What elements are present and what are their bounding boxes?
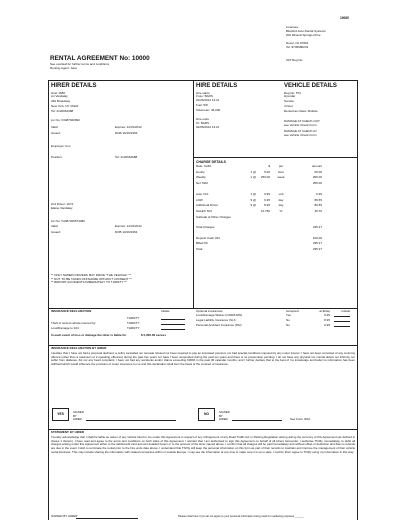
- hirer-issued: Issued:: [51, 130, 61, 135]
- optional-day: 9.95: [324, 312, 330, 317]
- hirer-license: Lic No: V3487920992: [51, 118, 80, 123]
- hire-to-date: 02/06/2012 13:21: [196, 124, 220, 129]
- optional-insurances: [196, 310, 356, 329]
- hirer-heading: HIRER DETAILS: [51, 83, 97, 89]
- optional-label: Loss/Damage Waiver (CDW/LDW): [196, 312, 243, 317]
- second-driver-dob: DOB 10/19/1963: [115, 230, 138, 234]
- optional-label: Legal Liability Insurance (SLI): [196, 317, 236, 322]
- charge-rate: 0.99: [264, 192, 270, 197]
- licensee-address: 200 Mineral Springs Drive: [286, 32, 321, 37]
- excess-amount: $ 5,000.00 excess: [141, 332, 167, 337]
- charge-qty: 9 @: [250, 203, 256, 208]
- charge-amount: 89.55: [314, 197, 322, 202]
- charge-deposit-label: Deposit Cash 324: [196, 235, 220, 240]
- notice-line: ** REPORT ACCIDENTS IMMEDIATELY TO THRIFTY **: [51, 280, 127, 285]
- hirer-address1: 329 Broadway: [51, 99, 71, 103]
- insurance-heading: INSURANCE DECLARATION: [51, 309, 92, 313]
- charge-label: Additional Driver: [196, 203, 219, 208]
- insurance-row-value: THRIFTY: [127, 325, 140, 330]
- declaration-yes-signed: SIGNED BY HIRER: [73, 410, 84, 422]
- charge-rows: [196, 170, 356, 220]
- optional-initials-field[interactable]: [334, 319, 350, 323]
- charge-per: hour: [277, 169, 284, 174]
- optional-rows: [196, 314, 356, 329]
- declaration-yes-signature-line[interactable]: [86, 420, 176, 421]
- charge-heading: CHARGE DETAILS: [196, 160, 226, 164]
- licensee-block: [286, 26, 326, 63]
- charge-qty: 1 @: [250, 192, 256, 197]
- hirer-address2: New York, NY 10101: [51, 103, 79, 108]
- damage-checkout: DAMAGE AT CHECK-OUT: [284, 119, 320, 124]
- insurance-row: [51, 327, 191, 332]
- charge-divider: [193, 157, 358, 158]
- second-driver-valid: Valid:: [51, 224, 59, 229]
- hire-ends: Hire ends: [196, 117, 209, 122]
- optional-col-initials: Initials: [341, 309, 350, 313]
- insurance-row-value: THRIFTY: [127, 320, 140, 325]
- declaration-no-signature-line[interactable]: [232, 420, 282, 421]
- charge-total-label: Total Charges: [196, 225, 215, 230]
- charge-rate: 12.750: [260, 208, 270, 213]
- charge-billed-label: Billed 06: [196, 241, 208, 246]
- hirer-position: Position:: [51, 155, 63, 160]
- vehicle-model: Sonata: [284, 99, 294, 103]
- marketing-note: Please initial here if you do not agree to your personal information being used for marketing purposes ______: [178, 515, 304, 518]
- insurance-rows: [51, 317, 191, 332]
- insurance-row-label: Theft of rented vehicle insured by:: [51, 320, 97, 325]
- hirer-dob: DOB 10/19/1963: [115, 130, 138, 135]
- charge-amount: 49.76: [314, 208, 322, 213]
- statement-heading: STATEMENT BY HIRER: [51, 430, 85, 434]
- charge-amount: 80.55: [314, 203, 322, 208]
- optional-initials-field[interactable]: [334, 324, 350, 328]
- hirer-declaration-heading: INSURANCE DECLARATION BY HIRER: [51, 346, 107, 350]
- charge-label: Hourly: [196, 169, 205, 174]
- charge-per: day: [278, 197, 284, 202]
- optional-initials-field[interactable]: [334, 314, 350, 318]
- licensee-name: Bluebird Auto Rental Systems: [286, 28, 326, 33]
- charge-grand-row: [196, 247, 356, 253]
- damage-checkin-note: see Vehicle Check Form: [284, 132, 317, 137]
- charge-label: Subtotal of Other Charges: [196, 214, 231, 219]
- insurance-initials-label: Initials: [161, 309, 170, 313]
- charge-deposit-amount: 100.00: [312, 235, 322, 240]
- charge-label: Weekly: [196, 175, 206, 180]
- charge-per: week: [277, 175, 285, 180]
- renting-agent: Renting Agent: Jane: [50, 66, 78, 70]
- damage-checkout-note: see Vehicle Check Form: [284, 123, 317, 127]
- see-form: See Form IF02: [290, 417, 311, 421]
- page-number: 10060: [340, 16, 349, 20]
- statement-signature-line[interactable]: [76, 518, 138, 519]
- second-driver-expires: Expires: 12/31/2012: [115, 224, 142, 229]
- hire-starts: Hire starts: [196, 90, 210, 95]
- insurance-initials-field[interactable]: [161, 317, 185, 321]
- charge-per: unit: [278, 192, 284, 197]
- optional-col-day: at $/day: [319, 309, 330, 313]
- insurance-row-label: Loss/Damage to 324: [51, 325, 79, 330]
- hirer-number: Hirer 1680: [51, 90, 66, 95]
- charge-label: LDW: [196, 197, 203, 202]
- vehicle-heading: VEHICLE DETAILS: [284, 83, 337, 89]
- charge-per: %: [279, 208, 283, 213]
- second-driver-license: Lic No: V3487329673486: [51, 218, 85, 223]
- hirer-declaration-text: I declare that: I have not had a proposal declined, a policy cancelled nor renewal refused nor been required to pay an increased premium nor had special conditions imposed by any motor insurer; I have not been convicted of any motoring offence (other than a maximum of 2 speeding offences) during the past five years nor have I been suspended during the past ten years and there is no prosecution pending; I do not have any physical nor mental defect nor infirmity nor suffer from diabetes, fits nor any heart complaint; I have not had any accidents and/or claims exceeding €3000 in the past 36 calendar months; and I further declare that to the best of my knowledge and belief no information has been withheld which would influence the provision of motor insurance to me and this declaration shall form the basis of the contract of insurance.: [51, 350, 355, 367]
- optional-accepted: Yes: [286, 312, 291, 317]
- hirer-details: [51, 83, 189, 285]
- charge-qty: 9 @: [250, 197, 256, 202]
- licensee-label: Licensee:: [286, 25, 299, 29]
- hire-odometer: Odometer: 46,000: [196, 107, 221, 112]
- optional-label: Personal Accident Insurance (PAI): [196, 322, 242, 327]
- vehicle-doors: 4 Door: [284, 103, 294, 108]
- hirer-position-tel: Tel: 2120964688: [115, 155, 138, 160]
- optional-accepted: No: [286, 322, 290, 327]
- hirer-expires: Expires: 12/31/2012: [115, 125, 142, 129]
- charge-billed-amount: 335.37: [312, 241, 322, 246]
- excess-label: In each event of loss or damage the Hirer is liable for: [51, 332, 127, 337]
- column-divider: [193, 80, 194, 308]
- hire-from-date: 01/26/2012 13:21: [196, 98, 220, 102]
- charge-rate: 5.00: [264, 169, 270, 174]
- charge-label: Auto VLF: [196, 192, 209, 197]
- charge-amount: 0.99: [316, 192, 322, 197]
- insurance-declaration: [51, 310, 191, 338]
- insurance-initials-field[interactable]: [161, 327, 185, 331]
- optional-row: [196, 324, 356, 329]
- charge-col-amount: amount: [311, 164, 322, 169]
- hirer-valid: Valid:: [51, 125, 59, 129]
- vehicle-class: Rented as Class: Midsize: [284, 108, 318, 113]
- charge-amount: 250.00: [312, 175, 322, 180]
- hirer-employer: Employer: Foo: [51, 143, 71, 148]
- charge-per: day: [278, 203, 284, 208]
- hire-from: From: BARS: [196, 94, 213, 99]
- insurance-row-value: THRIFTY: [127, 315, 140, 320]
- charge-grand-amount: 335.37: [312, 246, 322, 251]
- optional-day: 6.95: [324, 322, 330, 327]
- vehicle-reg: Reg No: 574: [284, 90, 301, 95]
- charge-rate: 8.95: [264, 203, 270, 208]
- charge-total-amount: 435.37: [312, 225, 322, 230]
- declaration-no-signed: SIGNED BY HIRER: [219, 410, 230, 422]
- optional-accepted: No: [286, 317, 290, 322]
- charge-rate: 9.95: [264, 197, 270, 202]
- notice-line: ** NOT TO BE TAKEN OFFSHORE WITHOUT CONSENT **: [51, 276, 132, 281]
- charge-col-per: per: [278, 164, 284, 169]
- hire-heading: HIRE DETAILS: [196, 83, 238, 89]
- damage-checkin: DAMAGE AT CHECK-IN: [284, 128, 317, 133]
- charge-qty: 1 @: [250, 169, 256, 174]
- hire-fuel: Fuel: 5/8: [196, 102, 208, 107]
- hire-details: [196, 83, 278, 130]
- charge-rate: 250.00: [260, 175, 270, 180]
- second-driver: 2nd Driver: 1674: [51, 202, 74, 206]
- charge-rate-label: Rate: Us60: [196, 164, 212, 169]
- hirer-tel: Tel: 2120964488: [51, 108, 74, 113]
- statement-text: I hereby acknowledge that I shall be liable as owner of any vehicle hired to me under this Agreement in respect of any infringement of any Road Traffic Act or Parking Regulation arising during the currency of this Agreement (as defined in clause 1 therein). I have read and agree to the terms and conditions on both sides of this Agreement. I warrant that I am authorised to sign this Agreement on behalf of all Hirers hereunder. I authorise Thrifty, immediately, to debit all charges arising under this Agreement either to the debit/credit card account detailed herein or to the account of the Hirer named above. I confirm that all charges will be paid immediately and without offset or deduction and that no refunds are due in the event I wish to terminate the rental prior to the hire ends date above. I understand that Thrifty will keep the personal information on this form as part of their records to maintain and improve the management of their vehicle rental business. This may include sharing the information with related companies within or outside Europe. I may see the information at any time to make sure it is up to date. I confirm that I agree to Thrifty using my information in this way.: [51, 434, 355, 454]
- hirer-declaration: [51, 347, 355, 367]
- licensee-city: Dover, NJ 07801: [286, 41, 309, 46]
- optional-day: 8.95: [324, 317, 330, 322]
- vat-reg: VAT Reg No:: [286, 57, 304, 62]
- declaration-yes-box[interactable]: YES: [52, 408, 69, 421]
- declaration-no-box[interactable]: NO: [198, 408, 215, 421]
- optional-heading: Optional insurances: [196, 309, 223, 313]
- charge-amount: 255.00: [312, 180, 322, 185]
- vehicle-make: Hyundai: [284, 94, 296, 99]
- second-driver-issued: Issued:: [51, 230, 61, 234]
- hire-to: To: BARS: [196, 121, 210, 125]
- statement-by-hirer: [51, 431, 355, 455]
- charge-col-rate: $: [268, 164, 270, 169]
- charge-label: SALES TAX: [196, 208, 213, 213]
- notice-line: ** ONLY NAMED DRIVERS MAY DRIVE "THE VEHICLE" **: [51, 272, 131, 277]
- charge-details: [196, 160, 356, 253]
- vehicle-details: [284, 83, 356, 137]
- charge-amount: 05.00: [314, 169, 322, 174]
- hirer-name: An Vandalay: [51, 94, 68, 99]
- licensee-tel: Tel: 9736980243: [286, 45, 309, 49]
- charge-label: Net T&M: [196, 180, 208, 185]
- see-overleaf: See overleaf for further terms and conditions: [50, 62, 110, 66]
- charge-qty: 1 @: [250, 175, 256, 180]
- statement-signed-label: SIGNED BY HIRER: [51, 514, 78, 518]
- insurance-initials-field[interactable]: [161, 322, 185, 326]
- charge-total-row: [196, 225, 356, 231]
- optional-col-accepted: Accepted: [286, 309, 299, 313]
- agreement-title: RENTAL AGREEMENT No: 10000: [50, 55, 150, 62]
- charge-row: [196, 215, 356, 221]
- second-driver-name: Elaine Vandalay: [51, 205, 73, 210]
- charge-grand-label: Total: [196, 246, 203, 251]
- statement-divider: [48, 429, 358, 430]
